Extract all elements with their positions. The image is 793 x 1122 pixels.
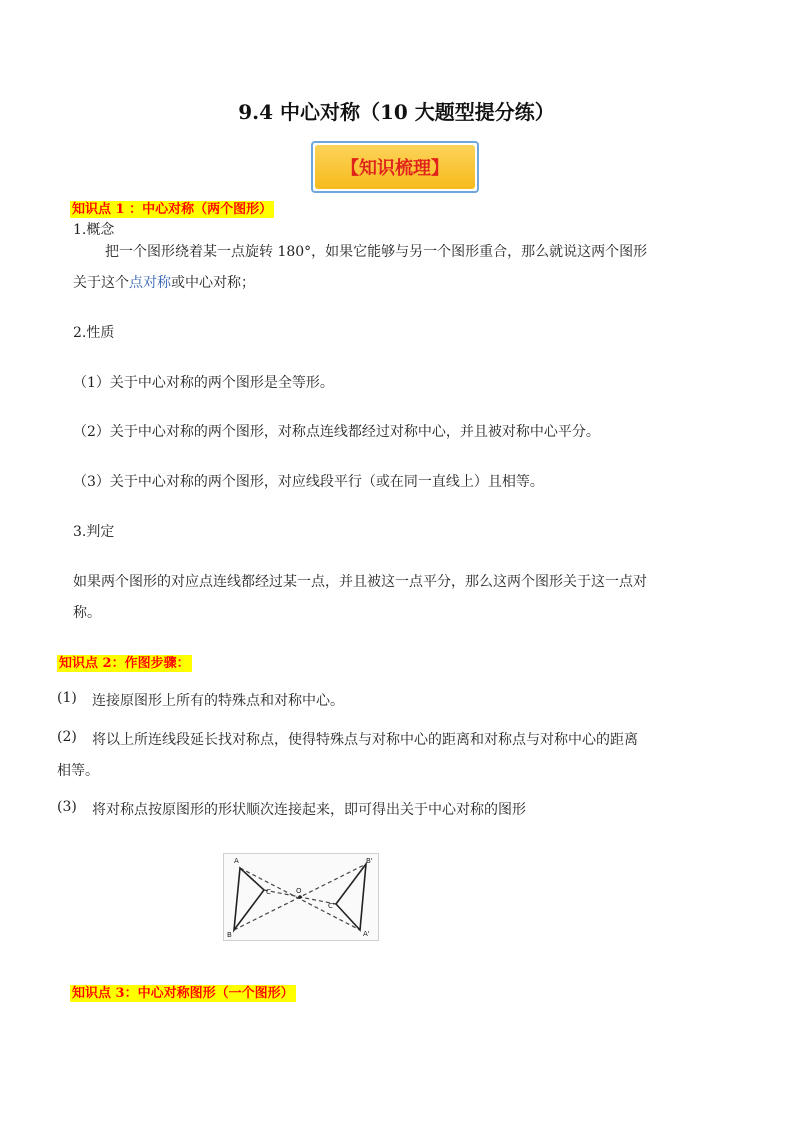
triangle-ABC — [234, 868, 264, 930]
step-number-1: (1) — [57, 690, 77, 706]
central-symmetry-diagram — [224, 854, 378, 940]
label-B: B — [227, 931, 232, 939]
judgement-text-line2: 称。 — [73, 605, 101, 621]
section-heading-1: 知识点 1 ：中心对称（两个图形） — [72, 202, 273, 217]
step-text-1: 连接原图形上所有的特殊点和对称中心。 — [92, 693, 344, 709]
central-symmetry-figure — [223, 853, 379, 941]
point-symmetry-link[interactable]: 点对称 — [129, 275, 171, 291]
banner-label: 【知识梳理】 — [315, 145, 475, 189]
label-A: A — [234, 857, 239, 865]
center-point-O — [298, 895, 302, 899]
page-title: 9.4 中心对称（10 大题型提分练） — [238, 100, 555, 124]
step-text-3: 将对称点按原图形的形状顺次连接起来，即可得出关于中心对称的图形 — [92, 802, 526, 818]
step-number-3: (3) — [57, 799, 77, 815]
section-heading-3: 知识点 3：中心对称图形（一个图形） — [72, 986, 294, 1001]
property-item-3: （3）关于中心对称的两个图形，对应线段平行（或在同一直线上）且相等。 — [73, 474, 544, 490]
concept-text-line2: 关于这个点对称或中心对称； — [73, 275, 255, 291]
label-C: C — [266, 888, 271, 896]
label-O: O — [296, 887, 302, 895]
section-heading-2: 知识点 2：作图步骤： — [59, 656, 190, 671]
label-A2: A' — [363, 930, 370, 938]
step-number-2: (2) — [57, 729, 77, 745]
step-text-2-line1: 将以上所连线段延长找对称点，使得特殊点与对称中心的距离和对称点与对称中心的距离 — [92, 732, 638, 748]
label-B2: B' — [366, 857, 373, 865]
property-label: 2.性质 — [73, 325, 115, 341]
knowledge-banner — [311, 141, 479, 193]
step-text-2-line2: 相等。 — [57, 763, 99, 779]
concept-text-line1: 把一个图形绕着某一点旋转 180°，如果它能够与另一个图形重合，那么就说这两个图形 — [105, 244, 648, 260]
judgement-text-line1: 如果两个图形的对应点连线都经过某一点，并且被这一点平分，那么这两个图形关于这一点对 — [73, 574, 647, 590]
label-C2: C' — [328, 902, 335, 910]
property-item-2: （2）关于中心对称的两个图形，对称点连线都经过对称中心，并且被对称中心平分。 — [73, 424, 600, 440]
judgement-label: 3.判定 — [73, 524, 115, 540]
concept-label: 1.概念 — [73, 222, 115, 238]
property-item-1: （1）关于中心对称的两个图形是全等形。 — [73, 375, 334, 391]
